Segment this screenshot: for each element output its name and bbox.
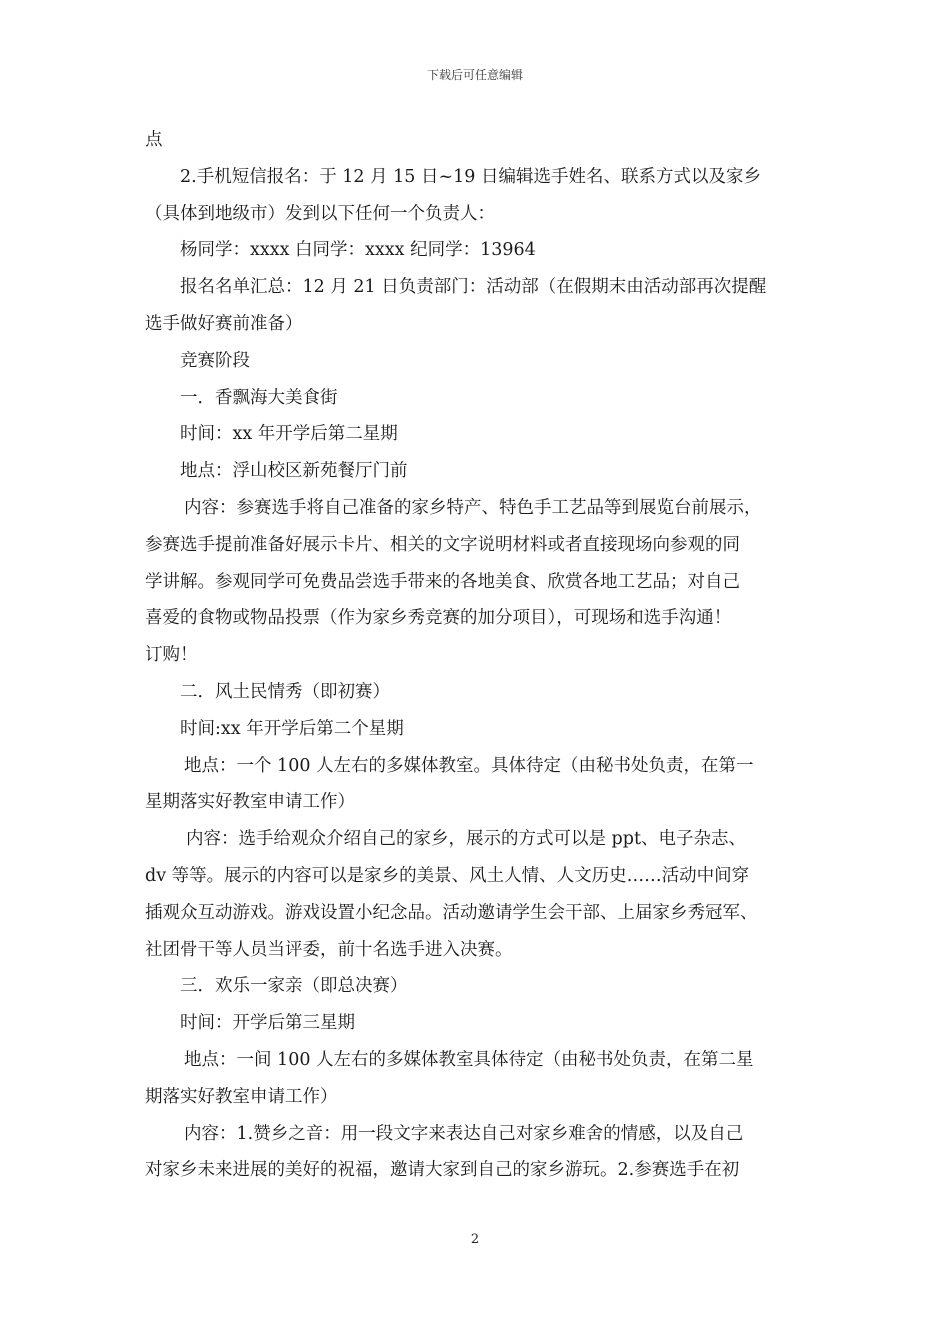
body-line: 插观众互动游戏。游戏设置小纪念品。活动邀请学生会干部、上届家乡秀冠军、 [145, 902, 758, 923]
subsection-heading: 一．香飘海大美食街 [180, 387, 338, 408]
body-line: 杨同学：xxxx 白同学：xxxx 纪同学：13964 [180, 240, 536, 261]
body-line: 社团骨干等人员当评委，前十名选手进入决赛。 [145, 939, 513, 960]
body-line: 参赛选手提前准备好展示卡片、相关的文字说明材料或者直接现场向参观的同 [145, 534, 740, 555]
body-line: 地点：浮山校区新苑餐厅门前 [180, 461, 408, 482]
body-line: 内容：参赛选手将自己准备的家乡特产、特色手工艺品等到展览台前展示， [184, 497, 762, 518]
page-number: 2 [470, 1232, 480, 1247]
body-line: 时间：开学后第三星期 [180, 1013, 355, 1034]
body-line: 地点：一间 100 人左右的多媒体教室具体待定（由秘书处负责，在第二星 [184, 1049, 754, 1070]
body-line: 订购！ [145, 645, 198, 666]
subsection-heading: 二．风土民情秀（即初赛） [180, 681, 390, 702]
body-line: 报名名单汇总：12 月 21 日负责部门：活动部（在假期末由活动部再次提醒 [180, 277, 767, 298]
body-line: 点 [145, 130, 163, 150]
body-line: 内容：选手给观众介绍自己的家乡，展示的方式可以是 ppt、电子杂志、 [186, 829, 746, 850]
body-line: 期落实好教室申请工作） [145, 1086, 338, 1107]
body-line: 星期落实好教室申请工作） [145, 792, 355, 813]
document-body [145, 122, 815, 1189]
subsection-heading: 三．欢乐一家亲（即总决赛） [180, 976, 408, 997]
body-line: 选手做好赛前准备） [145, 313, 303, 334]
section-heading: 竞赛阶段 [180, 350, 250, 371]
page-header: 下载后可任意编辑 [426, 68, 523, 82]
body-line: 时间：xx 年开学后第二星期 [180, 424, 398, 445]
body-line: 2.手机短信报名：于 12 月 15 日~19 日编辑选手姓名、联系方式以及家乡 [180, 166, 761, 187]
body-line: 学讲解。参观同学可免费品尝选手带来的各地美食、欣赏各地工艺品；对自己 [145, 571, 740, 592]
body-line: 地点：一个 100 人左右的多媒体教室。具体待定（由秘书处负责，在第一 [184, 755, 754, 776]
body-line: dv 等等。展示的内容可以是家乡的美景、风土人情、人文历史……活动中间穿 [145, 865, 750, 886]
body-line: 喜爱的食物或物品投票（作为家乡秀竞赛的加分项目），可现场和选手沟通！ [145, 608, 732, 629]
body-line: （具体到地级市）发到以下任何一个负责人： [145, 203, 495, 224]
body-line: 时间:xx 年开学后第二个星期 [180, 718, 404, 739]
body-line: 对家乡未来进展的美好的祝福，邀请大家到自己的家乡游玩。2.参赛选手在初 [145, 1160, 740, 1181]
body-line: 内容：1.赞乡之音：用一段文字来表达自己对家乡难舍的情感，以及自己 [184, 1123, 744, 1144]
